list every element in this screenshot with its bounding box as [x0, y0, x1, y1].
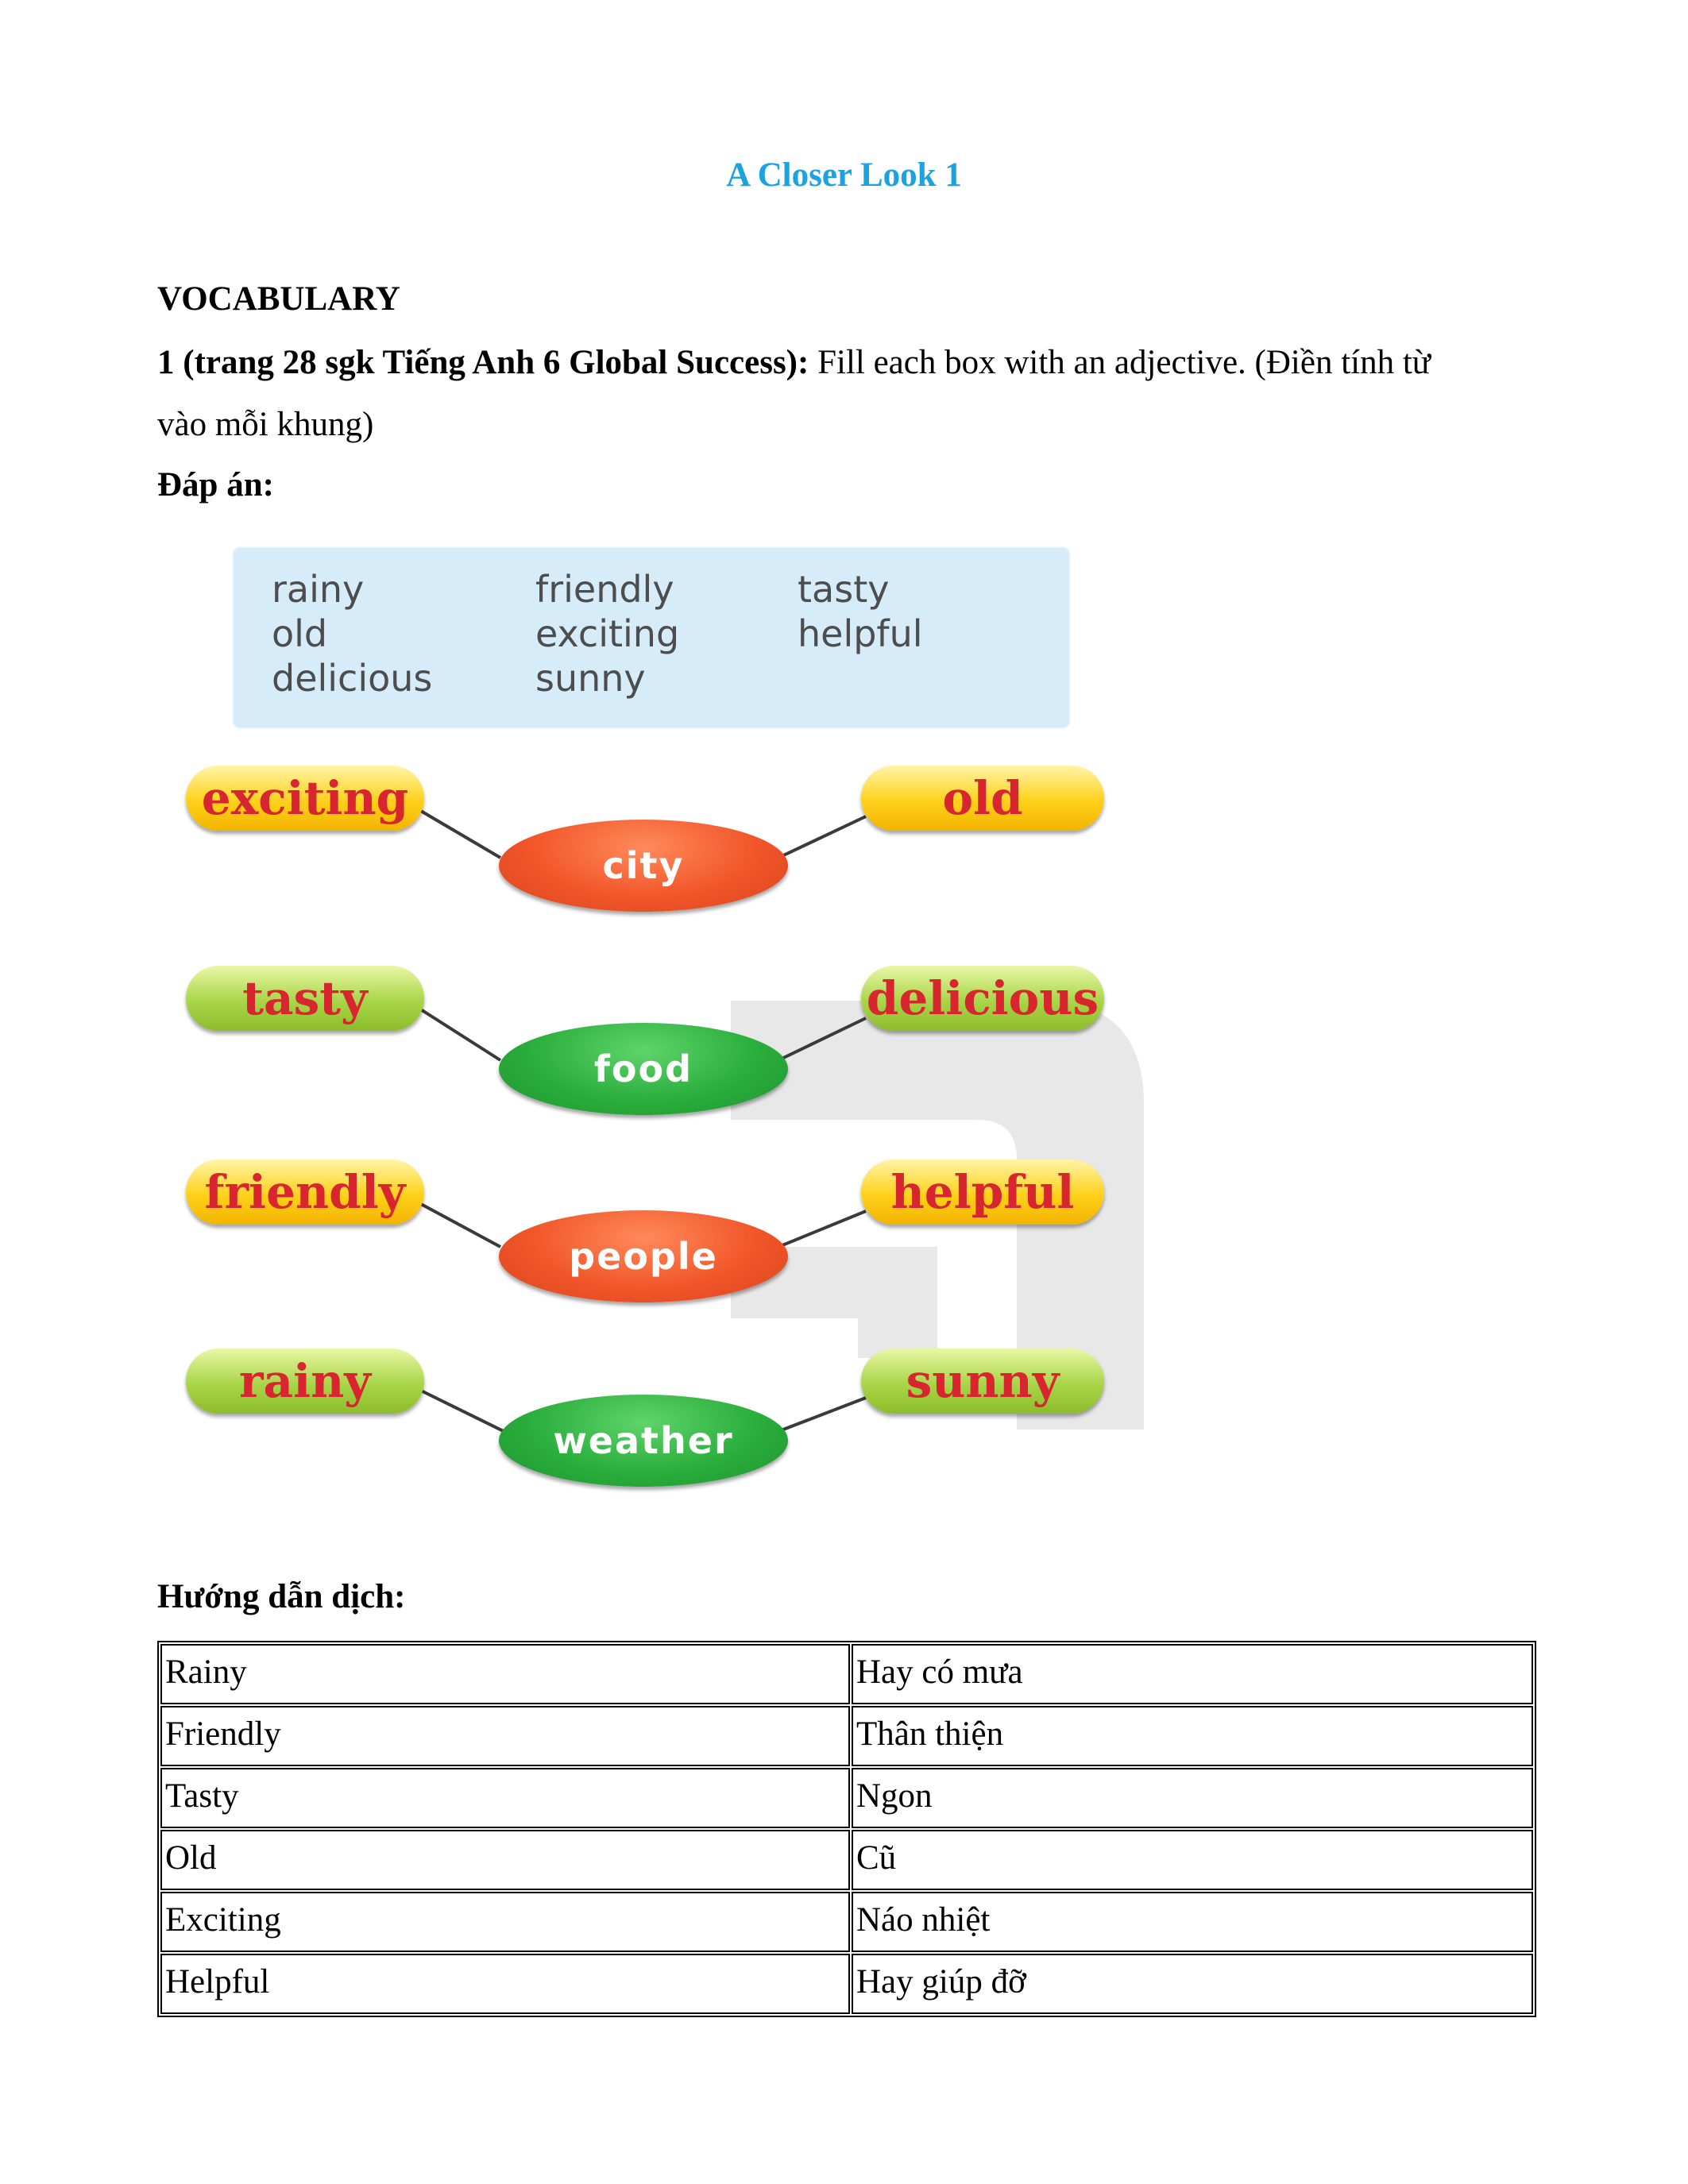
table-row	[160, 1954, 1533, 2014]
translation-table	[157, 1641, 1536, 2017]
adjective-pill-right: old	[861, 766, 1104, 831]
table-cell-english: Exciting	[160, 1892, 850, 1952]
section-heading: VOCABULARY	[157, 280, 400, 318]
exercise-label: 1 (trang 28 sgk Tiếng Anh 6 Global Success):	[157, 344, 809, 381]
table-cell-vietnamese: Hay có mưa	[852, 1644, 1533, 1704]
exercise-instruction	[157, 332, 1533, 456]
table-row	[160, 1768, 1533, 1828]
word-item: exciting	[535, 612, 680, 655]
connector-line	[778, 1211, 866, 1247]
table-cell-english: Old	[160, 1830, 850, 1890]
exercise-text-line1: Fill each box with an adjective. (Điền tính từ	[809, 344, 1431, 381]
table-cell-vietnamese: Cũ	[852, 1830, 1533, 1890]
adjective-pill-left: tasty	[186, 966, 424, 1031]
connector-line	[419, 1009, 500, 1060]
table-cell-vietnamese: Thân thiện	[852, 1706, 1533, 1766]
adjective-pill-left: exciting	[186, 766, 424, 831]
table-row	[160, 1830, 1533, 1890]
table-cell-english: Rainy	[160, 1644, 850, 1704]
table-row	[160, 1644, 1533, 1704]
word-item: sunny	[535, 657, 646, 700]
topic-node-weather: weather	[499, 1395, 788, 1487]
word-item: friendly	[535, 568, 674, 611]
word-item: old	[272, 612, 328, 655]
adjective-pill-right: helpful	[861, 1160, 1104, 1225]
topic-node-city: city	[499, 820, 788, 912]
word-item: rainy	[272, 568, 365, 611]
table-cell-vietnamese: Ngon	[852, 1768, 1533, 1828]
translation-label: Hướng dẫn dịch:	[157, 1578, 406, 1615]
exercise-text-line2: vào mỗi khung)	[157, 406, 374, 443]
topic-node-people: people	[499, 1210, 788, 1302]
table-row	[160, 1892, 1533, 1952]
table-cell-vietnamese: Hay giúp đỡ	[852, 1954, 1533, 2014]
connector-line	[778, 816, 866, 858]
vocabulary-figure	[167, 532, 1176, 1557]
table-cell-english: Helpful	[160, 1954, 850, 2014]
page-title: A Closer Look 1	[726, 156, 962, 194]
answer-label: Đáp án:	[157, 466, 274, 504]
table-row	[160, 1706, 1533, 1766]
adjective-pill-left: rainy	[186, 1349, 424, 1414]
topic-node-food: food	[499, 1023, 788, 1115]
adjective-pill-right: sunny	[861, 1349, 1104, 1414]
word-item: delicious	[272, 657, 433, 700]
table-cell-english: Tasty	[160, 1768, 850, 1828]
connector-line	[419, 810, 500, 858]
word-item: helpful	[798, 612, 923, 655]
word-item: tasty	[798, 568, 890, 611]
table-cell-vietnamese: Náo nhiệt	[852, 1892, 1533, 1952]
connector-line	[419, 1203, 500, 1247]
adjective-pill-left: friendly	[186, 1160, 424, 1225]
adjective-pill-right: delicious	[861, 966, 1104, 1031]
table-cell-english: Friendly	[160, 1706, 850, 1766]
connector-line	[778, 1018, 866, 1060]
